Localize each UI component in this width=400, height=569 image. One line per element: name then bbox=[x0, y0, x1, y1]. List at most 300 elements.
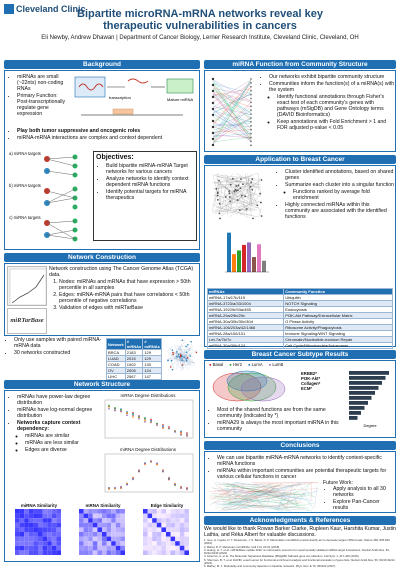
cell: miRNA-30a/30b/30c/30d bbox=[208, 319, 284, 325]
heatmap-cell bbox=[152, 518, 157, 523]
heatmap-cell bbox=[88, 550, 93, 555]
pre-mirna-hairpin bbox=[128, 79, 148, 83]
cluster-node bbox=[239, 209, 241, 211]
heatmap-cell bbox=[107, 532, 112, 537]
cell: 2183 bbox=[125, 350, 143, 356]
heatmap-cell bbox=[111, 527, 116, 532]
hairball-node bbox=[181, 359, 183, 361]
heatmap-cell bbox=[102, 523, 107, 528]
list-item: 2. Edges: miRNA-mRNA pairs that have correlations < 50th percentile of negative correlations bbox=[59, 292, 199, 304]
heatmap-cell bbox=[88, 509, 93, 514]
degree-point bbox=[162, 470, 164, 472]
degree-point bbox=[132, 478, 134, 480]
heatmap-cell bbox=[47, 532, 52, 537]
diagram-label-b: b) miRNA targets bbox=[9, 183, 41, 188]
heatmap-cell bbox=[97, 509, 102, 514]
cluster-node bbox=[219, 218, 221, 220]
degree-point bbox=[120, 411, 122, 413]
mirtarbase-logo-box bbox=[7, 308, 47, 334]
poster-title-text: Bipartite microRNA-mRNA networks reveal key therapeutic vulnerabilities in cancers bbox=[55, 8, 345, 32]
table-row bbox=[208, 343, 393, 349]
heatmap-cell bbox=[166, 527, 171, 532]
heatmap-cell bbox=[29, 514, 34, 519]
heatmap-cell bbox=[171, 550, 176, 555]
degree-point bbox=[186, 435, 188, 437]
heatmap-cell bbox=[20, 509, 25, 514]
community-function-table bbox=[207, 288, 393, 349]
heatmap-cell bbox=[175, 523, 180, 528]
conclusions-header: Conclusions bbox=[204, 441, 396, 450]
construction-extra bbox=[4, 337, 104, 357]
hairball-node bbox=[181, 355, 183, 357]
construction-text bbox=[49, 266, 199, 312]
acknowledgments-header: Acknowledgments & References bbox=[204, 516, 396, 525]
cluster-edge bbox=[240, 198, 259, 216]
mrna-node bbox=[250, 109, 252, 111]
heatmap-cell bbox=[20, 537, 25, 542]
enrichment-bar bbox=[232, 254, 236, 272]
list-item: • We can use bipartite miRNA-mRNA networks to identify context-specific miRNA functions bbox=[217, 455, 393, 467]
heatmap-cell bbox=[120, 532, 125, 537]
heatmap-cell bbox=[157, 532, 162, 537]
legend-luma: ● LumA bbox=[248, 362, 263, 367]
cluster-node bbox=[260, 202, 262, 204]
heatmap-cell bbox=[102, 546, 107, 551]
cell: 1902 bbox=[125, 362, 143, 368]
list-item: • Our networks exhibit bipartite community structure bbox=[269, 74, 395, 80]
heatmap-cell bbox=[171, 509, 176, 514]
mirtarbase-logo: miRTarBase bbox=[8, 317, 46, 324]
heatmap-cell bbox=[47, 541, 52, 546]
heatmap-svg bbox=[137, 508, 197, 556]
conclusion-network bbox=[209, 482, 319, 512]
mirna-node bbox=[212, 144, 214, 146]
heatmap-cell bbox=[116, 546, 121, 551]
table-header: # miRNAs bbox=[143, 339, 162, 350]
matrix-svg bbox=[8, 267, 48, 307]
cluster-edge bbox=[225, 178, 247, 211]
heatmap-cell bbox=[180, 527, 185, 532]
cluster-node bbox=[246, 208, 248, 210]
heatmap-cell bbox=[93, 541, 98, 546]
degree-point bbox=[126, 414, 128, 416]
bar-axis-label: Degree bbox=[363, 423, 377, 428]
heatmap-cell bbox=[107, 546, 112, 551]
authors: Eli Newby, Andrew Dhawan | Department of Cancer Biology, Lerner Research Institute, Cleveland Clinic, Cleveland, OH bbox=[0, 35, 400, 41]
heatmap-cell bbox=[171, 537, 176, 542]
list-item: • miRNAs are small (~22nts) non-coding RNAs bbox=[17, 74, 69, 92]
heatmap-cell bbox=[120, 527, 125, 532]
heatmap-cell bbox=[111, 514, 116, 519]
heatmap-cell bbox=[166, 541, 171, 546]
heatmap-cell bbox=[161, 514, 166, 519]
cluster-node bbox=[259, 193, 261, 195]
heatmap-cell bbox=[33, 518, 38, 523]
cell: Immune Signaling/WNT Signaling bbox=[284, 331, 393, 337]
cluster-node bbox=[242, 183, 244, 185]
heatmap-cell bbox=[20, 546, 25, 551]
mrna-node bbox=[250, 125, 252, 127]
heatmap-cell bbox=[116, 550, 121, 555]
mature-mirna-box bbox=[167, 79, 193, 93]
heatmap-cell bbox=[43, 518, 48, 523]
similarity-heatmaps bbox=[9, 503, 197, 561]
hairball-node bbox=[183, 356, 185, 358]
heatmap-cell bbox=[102, 550, 107, 555]
objectives-title: Objectives: bbox=[96, 154, 194, 161]
reference-item: 5. Sherman, B. T. et al. DAVID: a web server for functional enrichment analysis and functional annotation of gene lists. Nucleic Acids Res. 50, W216-W221 (2022). bbox=[204, 559, 396, 566]
heatmap-cell bbox=[79, 550, 84, 555]
heatmap-cell bbox=[47, 509, 52, 514]
degree-point bbox=[114, 410, 116, 412]
heatmap-cell bbox=[111, 546, 116, 551]
hairball-node bbox=[176, 356, 178, 358]
heatmap-cell bbox=[152, 541, 157, 546]
mrna-node bbox=[250, 102, 252, 104]
hairball-node bbox=[172, 349, 174, 351]
heatmap-cell bbox=[152, 527, 157, 532]
heatmap-cell bbox=[79, 514, 84, 519]
heatmap-cell bbox=[20, 532, 25, 537]
cluster-edge bbox=[230, 204, 243, 217]
heatmap-cell bbox=[184, 537, 189, 542]
structure-header: Network Structure bbox=[4, 380, 200, 389]
heatmap-cell bbox=[157, 523, 162, 528]
cell: miRNA-28a/106/101 bbox=[208, 331, 284, 337]
hairball-node bbox=[176, 351, 178, 353]
table-header: # mRNAs bbox=[125, 339, 143, 350]
heatmap-svg bbox=[9, 508, 69, 556]
heatmap-cell bbox=[93, 518, 98, 523]
heatmap-cell bbox=[175, 550, 180, 555]
future-work bbox=[323, 480, 395, 512]
hairball-node bbox=[167, 360, 169, 362]
heatmap-cell bbox=[47, 514, 52, 519]
heatmap-cell bbox=[116, 518, 121, 523]
cell: 130 bbox=[143, 362, 162, 368]
heatmap-cell bbox=[161, 523, 166, 528]
heatmap-cell bbox=[102, 518, 107, 523]
list-item: • miRNA29 is always the most important miRNA in this community bbox=[217, 420, 343, 432]
degree-point bbox=[108, 487, 110, 489]
heatmap-cell bbox=[97, 541, 102, 546]
heatmap-cell bbox=[180, 550, 185, 555]
cluster-node bbox=[217, 199, 219, 201]
conclusions-section bbox=[204, 451, 396, 513]
heatmap-cell bbox=[79, 527, 84, 532]
list-item: • Communities inform the function(s) of a miRNA(s) with the system bbox=[269, 81, 395, 93]
hairball-node bbox=[172, 369, 174, 371]
heatmap-cell bbox=[184, 527, 189, 532]
cell: LIHC bbox=[107, 374, 126, 380]
conclusion-edge bbox=[275, 496, 288, 511]
heatmap-cell bbox=[175, 527, 180, 532]
heatmap-cell bbox=[97, 537, 102, 542]
mirna-node bbox=[212, 132, 214, 134]
heatmap-cell bbox=[43, 509, 48, 514]
heatmap-cell bbox=[88, 541, 93, 546]
subtype-legend bbox=[209, 362, 283, 367]
heatmap-cell bbox=[38, 514, 43, 519]
heatmap-cell bbox=[107, 518, 112, 523]
heatmap-cell bbox=[157, 541, 162, 546]
heatmap-cell bbox=[157, 514, 162, 519]
conclusions-list bbox=[207, 455, 393, 468]
list-item: ◦ Keep annotations with Fold Enrichment > 1 and FDR adjusted p-value < 0.05 bbox=[277, 119, 395, 131]
conclusion-edge bbox=[226, 483, 303, 503]
conclusion-edge bbox=[238, 493, 287, 510]
conclusion-edge bbox=[235, 485, 281, 509]
degree-point bbox=[162, 426, 164, 428]
heatmap-cell bbox=[184, 532, 189, 537]
heatmap-cell bbox=[43, 523, 48, 528]
heatmap-cell bbox=[88, 532, 93, 537]
degree-point bbox=[144, 421, 146, 423]
cell: miRNA-29a/29b/29c bbox=[208, 313, 284, 319]
community-section bbox=[204, 70, 396, 152]
heatmap-cell bbox=[161, 527, 166, 532]
hairball-node bbox=[190, 341, 192, 343]
mrna-node bbox=[250, 98, 252, 100]
heatmap-cell bbox=[24, 514, 29, 519]
cluster-node bbox=[219, 213, 221, 215]
cluster-node bbox=[251, 189, 253, 191]
heatmap-cell bbox=[107, 541, 112, 546]
bipartite-edges bbox=[212, 78, 252, 146]
heatmap-cell bbox=[15, 537, 20, 542]
heatmap-cell bbox=[20, 523, 25, 528]
cluster-edge bbox=[217, 207, 258, 217]
heatmap-cell bbox=[148, 546, 153, 551]
bipartite-edge bbox=[213, 81, 251, 119]
degree-point bbox=[150, 460, 152, 462]
references-list bbox=[204, 539, 396, 569]
cluster-node bbox=[240, 187, 242, 189]
cluster-node bbox=[229, 196, 231, 198]
heatmap-cell bbox=[29, 523, 34, 528]
heatmap-cell bbox=[107, 509, 112, 514]
heatmap-cell bbox=[79, 509, 84, 514]
plot-title: mRNA Degree Distributions bbox=[99, 393, 197, 398]
heatmap-cell bbox=[180, 514, 185, 519]
heatmap-cell bbox=[52, 537, 57, 542]
list-item: ◦ mRNAs are less similar bbox=[25, 440, 95, 446]
cluster-node bbox=[215, 188, 217, 190]
heatmap-cell bbox=[175, 518, 180, 523]
heatmap-cell bbox=[143, 527, 148, 532]
hairball-node bbox=[182, 339, 184, 341]
heatmap-cell bbox=[116, 541, 121, 546]
community-list bbox=[259, 74, 395, 132]
heatmap-cell bbox=[24, 537, 29, 542]
network-table bbox=[106, 338, 162, 380]
heatmap-cell bbox=[93, 523, 98, 528]
heatmap-cell bbox=[38, 518, 43, 523]
heatmap-cell bbox=[143, 541, 148, 546]
subtype-section bbox=[204, 360, 396, 438]
heatmap-cell bbox=[107, 550, 112, 555]
list-item: ◦ Functions ranked by average fold enrichment bbox=[293, 189, 395, 201]
mirna-node bbox=[212, 84, 214, 86]
heatmap-cell bbox=[56, 532, 61, 537]
list-item: • miRNAs have log-normal degree distribution bbox=[17, 407, 95, 419]
heatmap-cell bbox=[33, 541, 38, 546]
cluster-node bbox=[217, 192, 219, 194]
plot-title: miRNA Degree Distributions bbox=[99, 447, 197, 452]
heatmap-cell bbox=[180, 523, 185, 528]
venn-label: Collagen* bbox=[301, 381, 341, 386]
conclusion-edge bbox=[315, 487, 318, 508]
degree-point bbox=[156, 424, 158, 426]
heatmap-cell bbox=[33, 514, 38, 519]
diagram-label-a: a) miRNA targets bbox=[9, 151, 41, 156]
conclusion-edge bbox=[300, 487, 314, 497]
list-item bbox=[269, 94, 395, 131]
cell: 124 bbox=[143, 368, 162, 374]
list-item: • Explore Pan-Cancer results bbox=[333, 499, 395, 511]
heatmap-cell bbox=[15, 514, 20, 519]
degree-bar bbox=[349, 381, 382, 385]
heatmap-cell bbox=[143, 523, 148, 528]
heatmap-cell bbox=[152, 550, 157, 555]
heatmap-cell bbox=[84, 537, 89, 542]
table-header: miRNAs bbox=[208, 289, 284, 295]
enrichment-bar bbox=[227, 233, 231, 272]
degree-point bbox=[156, 462, 158, 464]
heatmap-cell bbox=[56, 541, 61, 546]
conclusion-edge bbox=[223, 486, 291, 487]
heatmap-cell bbox=[143, 518, 148, 523]
bipartite-edge bbox=[213, 103, 251, 143]
heatmap-cell bbox=[88, 518, 93, 523]
heatmap-cell bbox=[52, 514, 57, 519]
heatmap-cell bbox=[148, 527, 153, 532]
list-item: • Primary Function: Post-transcriptionally regulate gene expression bbox=[17, 93, 69, 117]
hairball-node bbox=[185, 346, 187, 348]
degree-point bbox=[180, 430, 182, 432]
heatmap-cell bbox=[175, 514, 180, 519]
cell: Let-7a/7b/7c bbox=[208, 337, 284, 343]
mrna-node bbox=[250, 90, 252, 92]
cell: NOTCH Signaling bbox=[284, 301, 393, 307]
mrna-degree-svg bbox=[99, 398, 197, 442]
heatmap-cell bbox=[175, 509, 180, 514]
heatmap-cell bbox=[93, 532, 98, 537]
mirna-degree-plot bbox=[99, 447, 197, 499]
degree-point bbox=[186, 488, 188, 490]
cell: Ribosome Activity/Phagocytosis bbox=[284, 325, 393, 331]
hairball-node bbox=[180, 354, 182, 356]
heatmap-mrna bbox=[73, 503, 133, 561]
heatmap-cell bbox=[157, 527, 162, 532]
mrna-node bbox=[250, 86, 252, 88]
heatmap-cell bbox=[15, 532, 20, 537]
cell: LUAD bbox=[107, 356, 126, 362]
diagram-label-c: c) miRNA targets bbox=[9, 215, 41, 220]
heatmap-cell bbox=[93, 527, 98, 532]
heatmap-cell bbox=[184, 509, 189, 514]
heatmap-cell bbox=[52, 532, 57, 537]
degree-point bbox=[168, 477, 170, 479]
mrna-node bbox=[250, 129, 252, 131]
heatmap-cell bbox=[184, 550, 189, 555]
conclusion-edge bbox=[313, 491, 318, 492]
heatmap-cell bbox=[157, 550, 162, 555]
cluster-edge bbox=[234, 209, 255, 210]
heatmap-cell bbox=[38, 541, 43, 546]
heatmap-cell bbox=[84, 514, 89, 519]
poster-title bbox=[0, 8, 400, 32]
heatmap-cell bbox=[148, 518, 153, 523]
mirna-node bbox=[212, 102, 214, 104]
enrichment-bar bbox=[262, 261, 266, 272]
degree-bar bbox=[349, 386, 379, 390]
heatmap-cell bbox=[56, 527, 61, 532]
network-diagram-a bbox=[39, 153, 87, 179]
background-section bbox=[4, 70, 200, 250]
heatmap-cell bbox=[180, 532, 185, 537]
heatmap-cell bbox=[116, 537, 121, 542]
heatmap-cell bbox=[166, 509, 171, 514]
heatmap-cell bbox=[116, 523, 121, 528]
transcription-label: transcription bbox=[109, 95, 131, 100]
heatmap-cell bbox=[148, 541, 153, 546]
hairball-node bbox=[189, 355, 191, 357]
network-hairball-image bbox=[164, 336, 200, 376]
cell: 2015 bbox=[125, 356, 143, 362]
hairball-node bbox=[187, 344, 189, 346]
network-diagram-b bbox=[39, 185, 87, 211]
heatmap-cell bbox=[52, 546, 57, 551]
cluster-node bbox=[237, 189, 239, 191]
heatmap-cell bbox=[116, 527, 121, 532]
cell: COAD bbox=[107, 362, 126, 368]
hairball-node bbox=[170, 366, 172, 368]
cluster-node bbox=[237, 199, 239, 201]
degree-point bbox=[108, 408, 110, 410]
heatmap-cell bbox=[93, 514, 98, 519]
heatmap-cell bbox=[84, 518, 89, 523]
cluster-node bbox=[235, 189, 237, 191]
heatmap-cell bbox=[166, 546, 171, 551]
acknowledgments-section bbox=[204, 526, 396, 563]
heatmap-cell bbox=[175, 546, 180, 551]
heatmap-cell bbox=[161, 537, 166, 542]
heatmap-cell bbox=[152, 523, 157, 528]
heatmap-cell bbox=[24, 518, 29, 523]
heatmap-cell bbox=[20, 550, 25, 555]
background-header: Background bbox=[4, 60, 200, 69]
list-item: • miRNAs within important communities are potential therapeutic targets for various cellular functions in cancer bbox=[217, 468, 393, 480]
heatmap-cell bbox=[171, 541, 176, 546]
heatmap-cell bbox=[97, 523, 102, 528]
enrichment-bar bbox=[252, 257, 256, 272]
heatmap-cell bbox=[171, 532, 176, 537]
cluster-edge bbox=[214, 176, 251, 183]
degree-point bbox=[108, 405, 110, 407]
mrna-node bbox=[250, 113, 252, 115]
heatmap-cell bbox=[161, 546, 166, 551]
heatmap-cell bbox=[79, 537, 84, 542]
heatmap-cell bbox=[143, 514, 148, 519]
heatmap-cell bbox=[56, 509, 61, 514]
background-list-bottom bbox=[7, 128, 197, 142]
heatmap-cell bbox=[52, 550, 57, 555]
list-item: • Networks capture context dependency: bbox=[17, 420, 95, 432]
cluster-node bbox=[244, 195, 246, 197]
heatmap-cell bbox=[29, 541, 34, 546]
heatmap-cell bbox=[180, 537, 185, 542]
